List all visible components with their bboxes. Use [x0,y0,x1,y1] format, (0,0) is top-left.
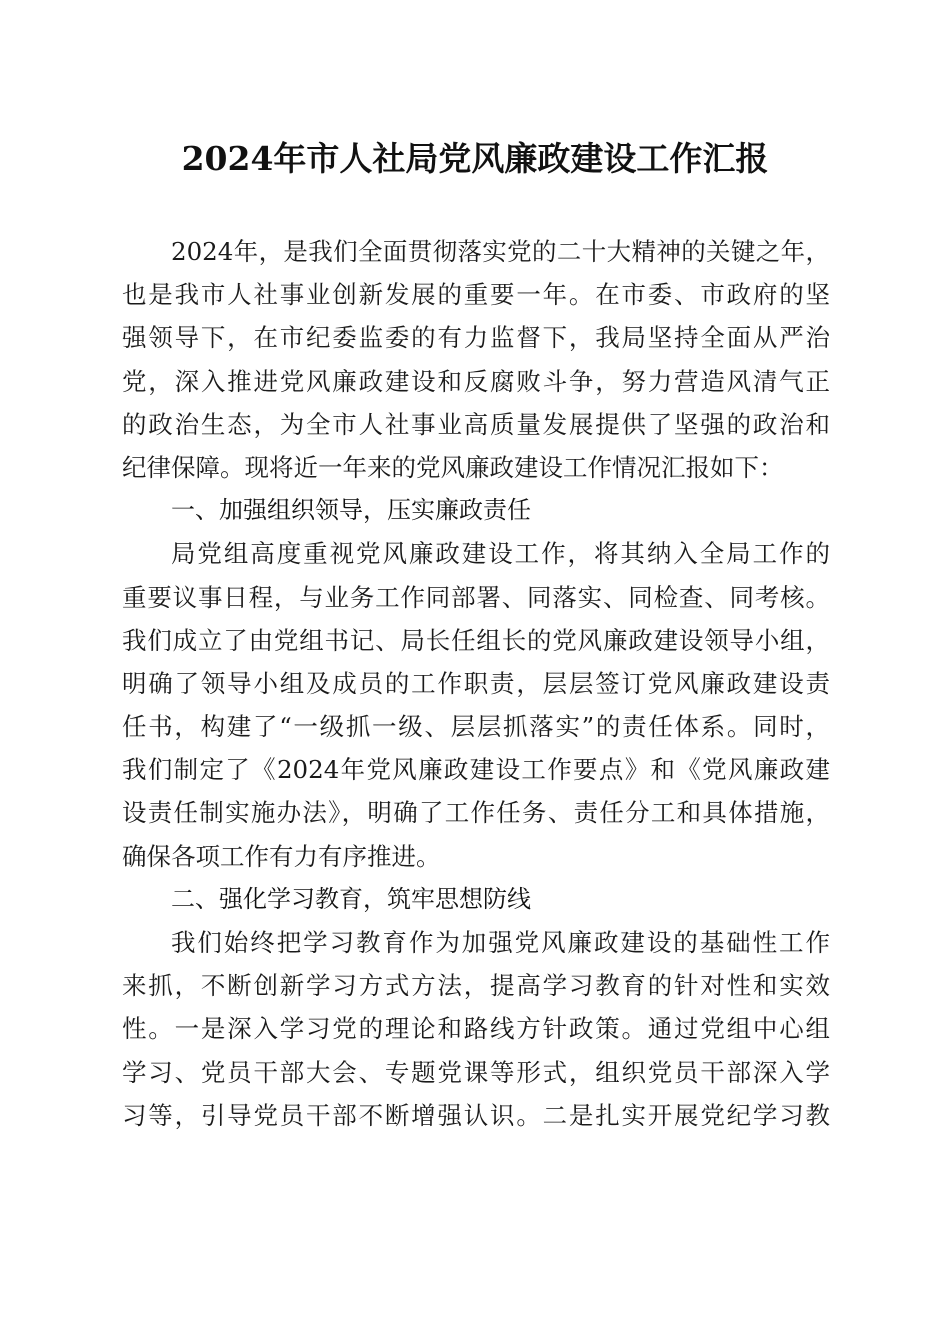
body-line-4: 党，深入推进党风廉政建设和反腐败斗争，努力营造风清气正 [122,366,830,396]
section-heading-2: 二、强化学习教育，筑牢思想防线 [171,884,531,913]
body-line-17: 性。一是深入学习党的理论和路线方针政策。通过党组中心组 [122,1014,830,1044]
body-line-1: 2024年，是我们全面贯彻落实党的二十大精神的关键之年， [171,237,830,266]
body-line-12: 我们制定了《2024年党风廉政建设工作要点》和《党风廉政建 [122,755,830,785]
body-line-10: 明确了领导小组及成员的工作职责，层层签订党风廉政建设责 [122,668,830,698]
body-line-15: 我们始终把学习教育作为加强党风廉政建设的基础性工作 [171,928,830,957]
body-line-2: 也是我市人社事业创新发展的重要一年。在市委、市政府的坚 [122,280,830,310]
body-line-14: 确保各项工作有力有序推进。 [122,841,441,871]
body-line-5: 的政治生态，为全市人社事业高质量发展提供了坚强的政治和 [122,409,830,439]
body-line-9: 我们成立了由党组书记、局长任组长的党风廉政建设领导小组， [122,625,830,655]
document-body [122,230,830,1137]
body-line-19: 习等，引导党员干部不断增强认识。二是扎实开展党纪学习教 [122,1100,830,1130]
body-line-7: 局党组高度重视党风廉政建设工作，将其纳入全局工作的 [171,539,830,569]
body-line-3: 强领导下，在市纪委监委的有力监督下，我局坚持全面从严治 [122,323,830,353]
body-line-6: 纪律保障。现将近一年来的党风廉政建设工作情况汇报如下： [122,452,784,482]
body-line-18: 学习、党员干部大会、专题党课等形式，组织党员干部深入学 [122,1057,830,1087]
body-line-16: 来抓，不断创新学习方式方法，提高学习教育的针对性和实效 [122,971,830,1001]
body-line-13: 设责任制实施办法》，明确了工作任务、责任分工和具体措施， [122,798,830,828]
body-line-11: 任书，构建了“一级抓一级、层层抓落实”的责任体系。同时， [122,712,830,742]
section-heading-1: 一、加强组织领导，压实廉政责任 [171,496,531,525]
document-title: 2024年市人社局党风廉政建设工作汇报 [181,139,769,178]
body-line-8: 重要议事日程，与业务工作同部署、同落实、同检查、同考核。 [122,582,830,612]
